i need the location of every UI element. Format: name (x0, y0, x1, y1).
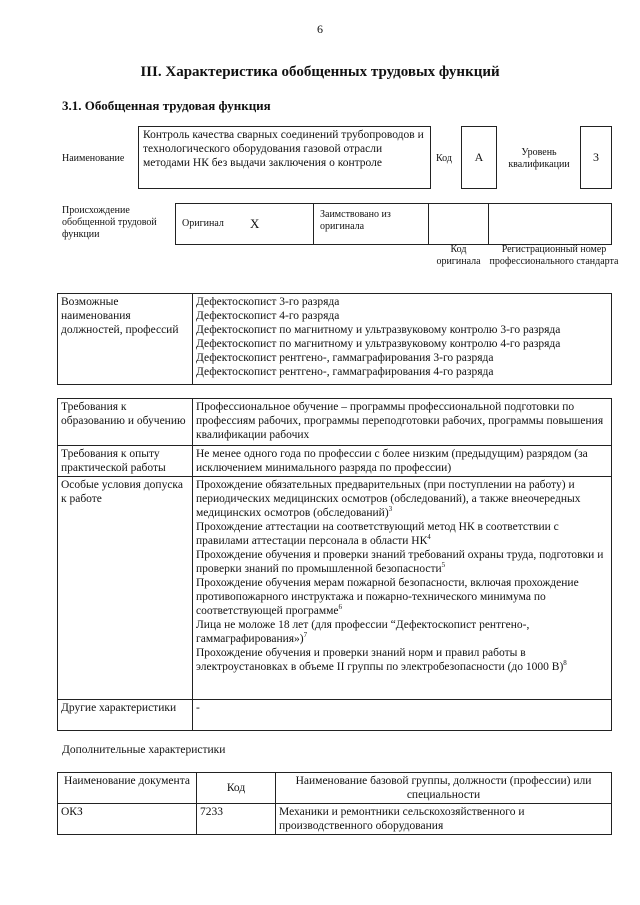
level-value: 3 (593, 150, 599, 164)
additional-title: Дополнительные характеристики (62, 744, 226, 756)
admission-item: Прохождение обучения мерам пожарной безопасности, включая прохождение противопожарного инструктажа и пожарно-технического минимума по соответствующей программе$^6$ (196, 577, 579, 617)
function-name-value: Контроль качества сварных соединений трубопроводов и технологического оборудования газовой отрасли методами НК без выдачи заключения о контроле (143, 129, 424, 169)
section-title: III. Характеристика обобщенных трудовых функций (140, 64, 500, 80)
header-code: Код (197, 773, 276, 804)
subsection-title: 3.1. Обобщенная трудовая функция (62, 98, 271, 113)
education-value: Профессиональное обучение – программы профессиональной подготовки по профессиям рабочих, программы переподготовки рабочих, программы повышения квалификации рабочих (193, 399, 612, 446)
code-value: А (474, 150, 484, 164)
header-group: Наименование базовой группы, должности (профессии) или специальности (276, 773, 612, 804)
admission-label: Особые условия допуска к работе (58, 477, 193, 700)
code-label: Код (436, 153, 452, 164)
reg-number-caption: Регистрационный номер профессионального стандарта (489, 244, 619, 267)
other-label: Другие характеристики (58, 700, 193, 731)
level-label: Уровень квалификации (508, 147, 570, 170)
code-value-box (461, 126, 497, 189)
positions-list (193, 294, 612, 385)
education-label: Требования к образованию и обучению (58, 399, 193, 446)
positions-label: Возможные наименования должностей, профессий (58, 294, 193, 385)
header-document: Наименование документа (58, 773, 197, 804)
origin-label: Происхождение обобщенной трудовой функции (62, 205, 157, 240)
position-item: Дефектоскопист по магнитному и ультразвуковому контролю 3-го разряда (196, 324, 561, 336)
function-name-box (138, 126, 431, 189)
admission-list (193, 477, 612, 700)
row-document: ОКЗ (58, 804, 197, 835)
row-code: 7233 (197, 804, 276, 835)
reg-number-cell (488, 203, 612, 245)
original-label: Оригинал (182, 218, 224, 229)
original-mark: Х (250, 216, 260, 231)
admission-item: Прохождение обязательных предварительных (при поступлении на работу) и периодических медицинских осмотров (обследований), а также внеочередных медицинских осмотров (обследований)$^3$ (196, 479, 581, 519)
admission-item: Прохождение обучения и проверки знаний норм и правил работы в электроустановках в объеме II группы по электробезопасности (до 1000 В)$^8$ (196, 647, 567, 673)
table-row (58, 804, 612, 835)
positions-table (57, 293, 612, 385)
row-group: Механики и ремонтники сельскохозяйственного и производственного оборудования (276, 804, 612, 835)
experience-value: Не менее одного года по профессии с более низким (предыдущим) разрядом (за исключением минимального разряда по профессии) (193, 446, 612, 477)
page-number: 6 (317, 22, 323, 36)
experience-label: Требования к опыту практической работы (58, 446, 193, 477)
admission-item: Прохождение аттестации на соответствующий метод НК в соответствии с правилами аттестации персонала в области $НК^4$ (196, 521, 559, 547)
admission-item: Прохождение обучения и проверки знаний требований охраны труда, подготовки и проверки знаний по промышленной безопасности$^5$ (196, 549, 604, 575)
position-item: Дефектоскопист по магнитному и ультразвуковому контролю 4-го разряда (196, 338, 561, 350)
original-cell (175, 203, 314, 245)
level-value-box (580, 126, 612, 189)
code-original-caption: Код оригинала (436, 244, 481, 267)
position-item: Дефектоскопист рентгено-, гаммаграфирования 4-го разряда (196, 366, 494, 378)
requirements-table (57, 398, 612, 731)
additional-table (57, 772, 612, 835)
code-original-cell (428, 203, 489, 245)
name-label: Наименование (62, 153, 125, 164)
other-value: - (193, 700, 612, 731)
position-item: Дефектоскопист 4-го разряда (196, 310, 340, 322)
borrowed-label: Заимствовано из оригинала (320, 209, 391, 232)
borrowed-cell (313, 203, 429, 245)
position-item: Дефектоскопист 3-го разряда (196, 296, 340, 308)
admission-item: Лица не моложе 18 лет (для профессии “Дефектоскопист рентгено-, гаммаграфирования»)$^7$ (196, 619, 530, 645)
position-item: Дефектоскопист рентгено-, гаммаграфирования 3-го разряда (196, 352, 494, 364)
